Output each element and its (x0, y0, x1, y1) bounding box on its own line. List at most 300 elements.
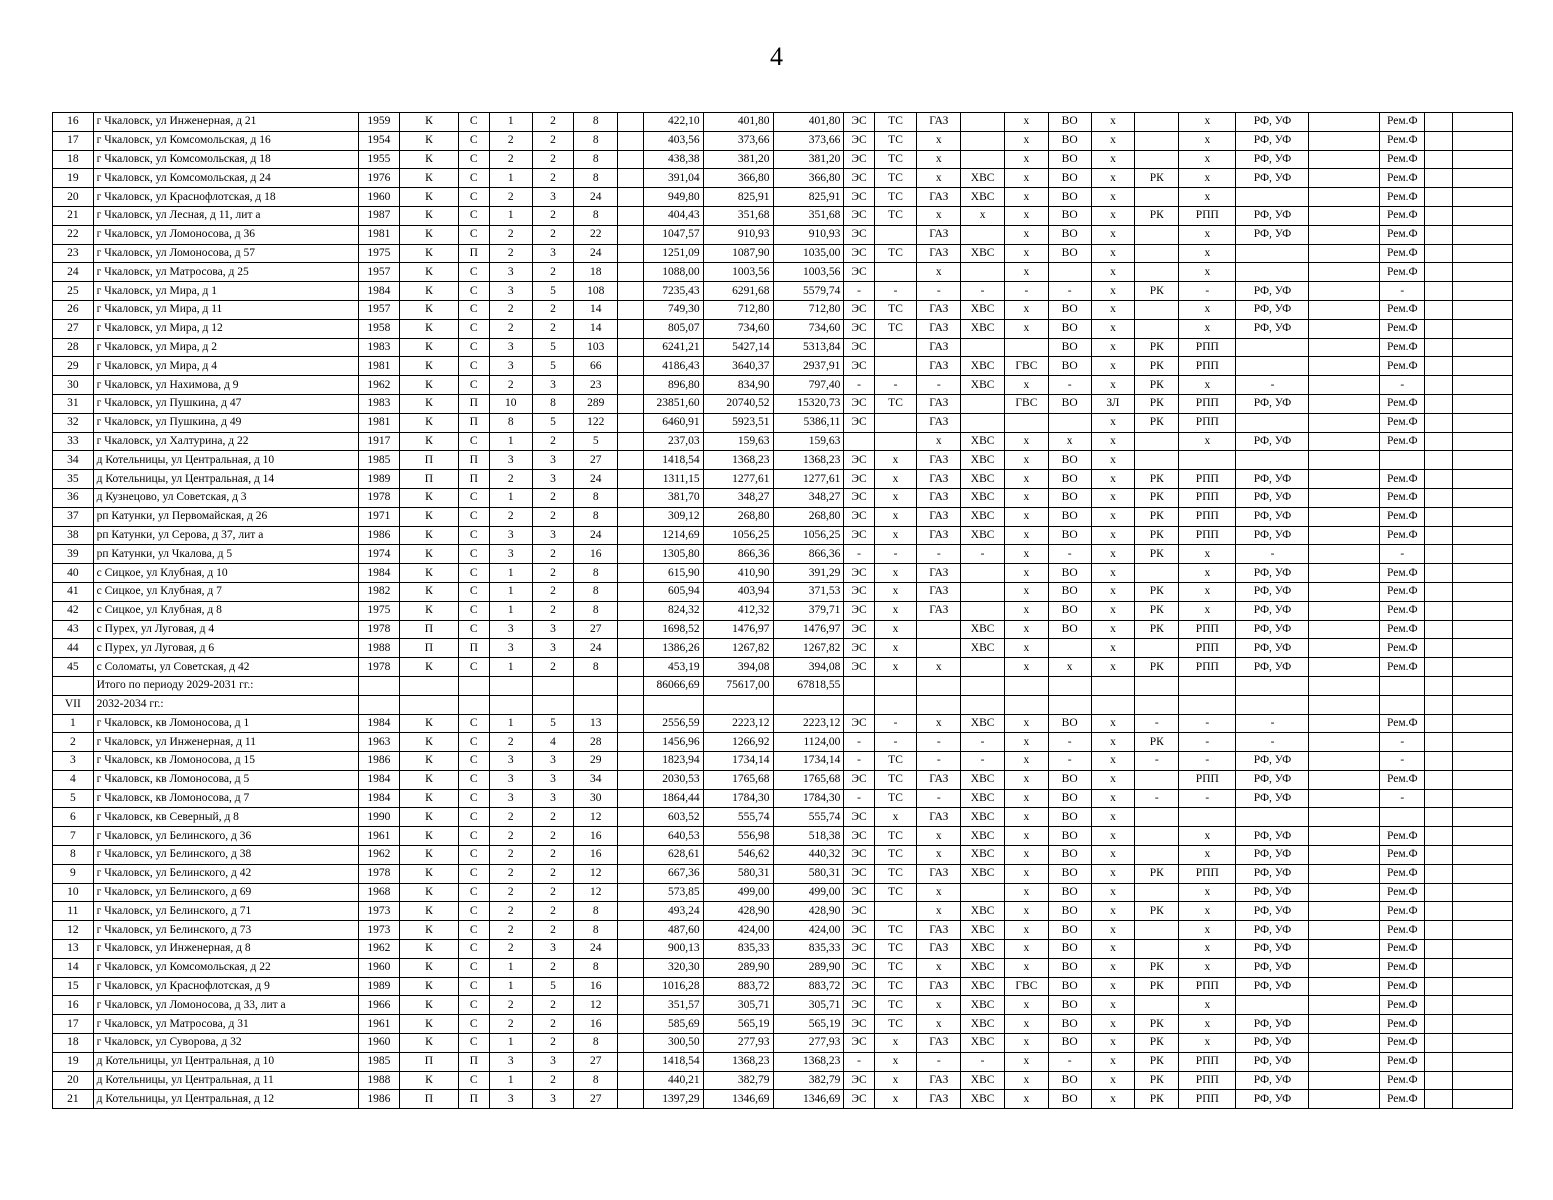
service-cell (1425, 300, 1453, 319)
service-cell: ГАЗ (917, 244, 961, 263)
apts-cell: 12 (574, 883, 618, 902)
service-cell: РФ, УФ (1236, 1034, 1309, 1053)
service-cell (1380, 451, 1425, 470)
service-cell: РФ, УФ (1236, 225, 1309, 244)
service-cell: РФ, УФ (1236, 432, 1309, 451)
floors-cell: 2 (489, 150, 532, 169)
area-cell: 373,66 (703, 131, 773, 150)
area-cell: 268,80 (703, 507, 773, 526)
area-cell: 1368,23 (703, 1052, 773, 1071)
empty-cell (961, 676, 1005, 695)
empty-cell (618, 864, 644, 883)
service-cell: х (1091, 169, 1135, 188)
service-cell: х (874, 1090, 917, 1109)
service-cell (917, 620, 961, 639)
service-cell (961, 131, 1005, 150)
service-cell (1309, 470, 1380, 489)
c1-cell: К (400, 338, 458, 357)
area-cell: 1003,56 (773, 263, 844, 282)
c2-cell: С (458, 206, 489, 225)
entr-cell: 5 (532, 282, 574, 301)
service-cell: ВО (1048, 206, 1091, 225)
address-cell: д Котельницы, ул Центральная, д 12 (93, 1090, 358, 1109)
service-cell: х (874, 582, 917, 601)
service-cell: РФ, УФ (1236, 394, 1309, 413)
service-cell: ВО (1048, 338, 1091, 357)
empty-cell (458, 676, 489, 695)
service-cell (1309, 507, 1380, 526)
address-cell: д Котельницы, ул Центральная, д 14 (93, 470, 358, 489)
service-cell (1135, 921, 1179, 940)
service-cell (1425, 789, 1453, 808)
row-number: 33 (53, 432, 94, 451)
area-cell: 394,08 (703, 658, 773, 677)
service-cell: х (1179, 940, 1236, 959)
service-cell: РК (1135, 376, 1179, 395)
service-cell: х (1091, 413, 1135, 432)
service-cell: ЭС (844, 394, 874, 413)
service-cell: х (1005, 131, 1049, 150)
area-cell: 573,85 (644, 883, 703, 902)
area-cell: 825,91 (773, 188, 844, 207)
service-cell (1135, 263, 1179, 282)
entr-cell: 2 (532, 206, 574, 225)
c2-cell: П (458, 451, 489, 470)
area-cell: 712,80 (703, 300, 773, 319)
service-cell (1453, 432, 1513, 451)
service-cell: ГАЗ (917, 451, 961, 470)
service-cell (1135, 131, 1179, 150)
apts-cell: 16 (574, 827, 618, 846)
area-cell: 440,21 (644, 1071, 703, 1090)
address-cell: г Чкаловск, ул Инженерная, д 21 (93, 113, 358, 132)
service-cell: х (1091, 921, 1135, 940)
service-cell: РФ, УФ (1236, 470, 1309, 489)
year-cell: 1958 (358, 319, 400, 338)
c2-cell: С (458, 714, 489, 733)
service-cell (1309, 770, 1380, 789)
address-cell: г Чкаловск, ул Ломоносова, д 57 (93, 244, 358, 263)
service-cell (1453, 300, 1513, 319)
service-cell: Рем.Ф (1380, 150, 1425, 169)
service-cell: - (917, 733, 961, 752)
service-cell (1425, 225, 1453, 244)
service-cell: ХВС (961, 526, 1005, 545)
apts-cell: 27 (574, 620, 618, 639)
c1-cell: К (400, 770, 458, 789)
year-cell: 1984 (358, 714, 400, 733)
address-cell: д Котельницы, ул Центральная, д 10 (93, 451, 358, 470)
service-cell (1309, 169, 1380, 188)
service-cell: РФ, УФ (1236, 488, 1309, 507)
service-cell (1453, 639, 1513, 658)
service-cell (1425, 940, 1453, 959)
service-cell (1309, 357, 1380, 376)
address-cell: г Чкаловск, ул Комсомольская, д 18 (93, 150, 358, 169)
service-cell: РФ, УФ (1236, 846, 1309, 865)
apts-cell: 27 (574, 1090, 618, 1109)
service-cell: х (1179, 1015, 1236, 1034)
service-cell (1309, 113, 1380, 132)
entr-cell: 3 (532, 1090, 574, 1109)
empty-cell (618, 225, 644, 244)
area-cell: 499,00 (703, 883, 773, 902)
service-cell: х (1091, 958, 1135, 977)
empty-cell (917, 676, 961, 695)
area-cell: 5579,74 (773, 282, 844, 301)
service-cell: РФ, УФ (1236, 1052, 1309, 1071)
service-cell: ЭС (844, 940, 874, 959)
service-cell (1425, 1034, 1453, 1053)
service-cell: х (1179, 902, 1236, 921)
c2-cell: С (458, 507, 489, 526)
year-cell: 1986 (358, 1090, 400, 1109)
area-cell: 424,00 (773, 921, 844, 940)
apts-cell: 8 (574, 488, 618, 507)
service-cell: ГАЗ (917, 1090, 961, 1109)
service-cell: Рем.Ф (1380, 244, 1425, 263)
address-cell: г Чкаловск, кв Ломоносова, д 7 (93, 789, 358, 808)
total-area-cell: 86066,69 (644, 676, 703, 695)
c1-cell: К (400, 206, 458, 225)
service-cell: х (917, 263, 961, 282)
floors-cell: 2 (489, 188, 532, 207)
apts-cell: 24 (574, 940, 618, 959)
address-cell: с Сицкое, ул Клубная, д 8 (93, 601, 358, 620)
c1-cell: П (400, 1090, 458, 1109)
service-cell (1425, 601, 1453, 620)
service-cell: х (874, 507, 917, 526)
floors-cell: 1 (489, 977, 532, 996)
service-cell: ВО (1048, 244, 1091, 263)
empty-cell (1309, 676, 1380, 695)
service-cell (874, 263, 917, 282)
entr-cell: 2 (532, 864, 574, 883)
entr-cell: 2 (532, 545, 574, 564)
row-number: 13 (53, 940, 94, 959)
c1-cell: К (400, 150, 458, 169)
area-cell: 422,10 (644, 113, 703, 132)
empty-cell (618, 958, 644, 977)
area-cell: 381,20 (703, 150, 773, 169)
service-cell: - (1135, 714, 1179, 733)
table-row (53, 977, 1513, 996)
address-cell: г Чкаловск, ул Белинского, д 42 (93, 864, 358, 883)
table-row (53, 376, 1513, 395)
service-cell (1048, 263, 1091, 282)
service-cell: х (1005, 432, 1049, 451)
service-cell (1425, 319, 1453, 338)
service-cell: ХВС (961, 864, 1005, 883)
service-cell: РФ, УФ (1236, 958, 1309, 977)
empty-cell (961, 695, 1005, 714)
service-cell (1425, 488, 1453, 507)
c1-cell: К (400, 846, 458, 865)
service-cell (961, 338, 1005, 357)
area-cell: 580,31 (773, 864, 844, 883)
service-cell (961, 582, 1005, 601)
service-cell (1425, 113, 1453, 132)
area-cell: 1734,14 (773, 752, 844, 771)
c2-cell: С (458, 357, 489, 376)
empty-cell (618, 526, 644, 545)
address-cell: г Чкаловск, ул Белинского, д 69 (93, 883, 358, 902)
address-cell: г Чкаловск, ул Белинского, д 73 (93, 921, 358, 940)
service-cell: РПП (1179, 357, 1236, 376)
c1-cell: К (400, 864, 458, 883)
floors-cell: 3 (489, 338, 532, 357)
service-cell (1453, 413, 1513, 432)
empty-cell (618, 695, 644, 714)
entr-cell: 2 (532, 300, 574, 319)
service-cell: ТС (874, 300, 917, 319)
year-cell: 1984 (358, 282, 400, 301)
service-cell: х (1005, 206, 1049, 225)
service-cell: х (1005, 808, 1049, 827)
service-cell: ХВС (961, 977, 1005, 996)
apts-cell: 8 (574, 1034, 618, 1053)
address-cell: г Чкаловск, кв Ломоносова, д 5 (93, 770, 358, 789)
floors-cell: 2 (489, 940, 532, 959)
service-cell: РК (1135, 526, 1179, 545)
service-cell: х (1091, 131, 1135, 150)
service-cell (874, 225, 917, 244)
service-cell: - (1048, 1052, 1091, 1071)
row-number: 25 (53, 282, 94, 301)
service-cell: х (1091, 564, 1135, 583)
apts-cell: 8 (574, 921, 618, 940)
apts-cell: 24 (574, 188, 618, 207)
service-cell (917, 639, 961, 658)
c2-cell: С (458, 131, 489, 150)
table-row (53, 714, 1513, 733)
empty-cell (1048, 695, 1091, 714)
empty-cell (1425, 695, 1453, 714)
period-total-label: Итого по периоду 2029-2031 гг.: (93, 676, 358, 695)
c2-cell: С (458, 864, 489, 883)
entr-cell: 3 (532, 451, 574, 470)
c2-cell: П (458, 639, 489, 658)
empty-cell (618, 357, 644, 376)
service-cell: х (1091, 601, 1135, 620)
service-cell: х (1091, 1071, 1135, 1090)
service-cell: х (1179, 921, 1236, 940)
c1-cell: К (400, 244, 458, 263)
service-cell: - (1179, 789, 1236, 808)
service-cell (1425, 263, 1453, 282)
address-cell: рп Катунки, ул Первомайская, д 26 (93, 507, 358, 526)
service-cell (1425, 526, 1453, 545)
table-row (53, 639, 1513, 658)
service-cell: ВО (1048, 827, 1091, 846)
service-cell: ВО (1048, 921, 1091, 940)
table-row (53, 545, 1513, 564)
service-cell: х (1091, 733, 1135, 752)
area-cell: 277,93 (703, 1034, 773, 1053)
apts-cell: 27 (574, 1052, 618, 1071)
service-cell: - (1236, 545, 1309, 564)
service-cell (1453, 846, 1513, 865)
service-cell: РК (1135, 733, 1179, 752)
address-cell: г Чкаловск, ул Инженерная, д 11 (93, 733, 358, 752)
service-cell: х (1005, 188, 1049, 207)
address-cell: г Чкаловск, ул Лесная, д 11, лит а (93, 206, 358, 225)
service-cell: ВО (1048, 131, 1091, 150)
entr-cell: 2 (532, 921, 574, 940)
service-cell: х (1179, 225, 1236, 244)
service-cell: х (1091, 1015, 1135, 1034)
apts-cell: 34 (574, 770, 618, 789)
service-cell: ХВС (961, 432, 1005, 451)
service-cell: ГАЗ (917, 1034, 961, 1053)
table-row (53, 808, 1513, 827)
empty-cell (1135, 676, 1179, 695)
service-cell (1425, 432, 1453, 451)
service-cell: х (874, 564, 917, 583)
address-cell: г Чкаловск, ул Нахимова, д 9 (93, 376, 358, 395)
entr-cell: 2 (532, 996, 574, 1015)
address-cell: г Чкаловск, ул Белинского, д 36 (93, 827, 358, 846)
table-row (53, 601, 1513, 620)
service-cell: ХВС (961, 507, 1005, 526)
row-number: 18 (53, 1034, 94, 1053)
service-cell: х (1091, 263, 1135, 282)
service-cell (1425, 507, 1453, 526)
empty-cell (618, 188, 644, 207)
table-row (53, 413, 1513, 432)
apts-cell: 8 (574, 902, 618, 921)
service-cell: РФ, УФ (1236, 150, 1309, 169)
table-row (53, 206, 1513, 225)
service-cell (1453, 808, 1513, 827)
service-cell (1425, 470, 1453, 489)
c2-cell: С (458, 996, 489, 1015)
service-cell: РК (1135, 601, 1179, 620)
c1-cell: К (400, 413, 458, 432)
floors-cell: 3 (489, 526, 532, 545)
area-cell: 424,00 (703, 921, 773, 940)
service-cell (1425, 864, 1453, 883)
empty-cell (1309, 695, 1380, 714)
service-cell: РК (1135, 902, 1179, 921)
empty-cell (1236, 676, 1309, 695)
service-cell: - (844, 545, 874, 564)
address-cell: рп Катунки, ул Серова, д 37, лит а (93, 526, 358, 545)
entr-cell: 2 (532, 827, 574, 846)
service-cell: х (1091, 300, 1135, 319)
service-cell: - (1048, 545, 1091, 564)
floors-cell: 2 (489, 1015, 532, 1034)
c1-cell: К (400, 225, 458, 244)
service-cell: РК (1135, 488, 1179, 507)
service-cell: ГАЗ (917, 564, 961, 583)
service-cell (1309, 1090, 1380, 1109)
empty-cell (574, 695, 618, 714)
service-cell (1309, 714, 1380, 733)
service-cell (1309, 1034, 1380, 1053)
service-cell: РК (1135, 958, 1179, 977)
c1-cell: К (400, 394, 458, 413)
row-number: 28 (53, 338, 94, 357)
c1-cell: П (400, 1052, 458, 1071)
empty-cell (618, 413, 644, 432)
row-number: 21 (53, 206, 94, 225)
apts-cell: 24 (574, 244, 618, 263)
service-cell: РФ, УФ (1236, 639, 1309, 658)
service-cell (1135, 639, 1179, 658)
area-cell: 382,79 (773, 1071, 844, 1090)
row-number: 30 (53, 376, 94, 395)
service-cell: ЭС (844, 808, 874, 827)
area-cell: 1277,61 (773, 470, 844, 489)
service-cell: х (1091, 113, 1135, 132)
service-cell (1135, 827, 1179, 846)
service-cell (1425, 846, 1453, 865)
service-cell: х (874, 1034, 917, 1053)
entr-cell: 2 (532, 846, 574, 865)
service-cell: х (1179, 958, 1236, 977)
service-cell (1453, 357, 1513, 376)
service-cell: ХВС (961, 1034, 1005, 1053)
service-cell: х (1005, 244, 1049, 263)
row-number: 17 (53, 131, 94, 150)
service-cell: ЭС (844, 300, 874, 319)
row-number: 22 (53, 225, 94, 244)
service-cell: Рем.Ф (1380, 357, 1425, 376)
c1-cell: К (400, 131, 458, 150)
service-cell: - (961, 1052, 1005, 1071)
address-cell: г Чкаловск, ул Краснофлотская, д 18 (93, 188, 358, 207)
service-cell: х (874, 658, 917, 677)
service-cell: х (1179, 846, 1236, 865)
service-cell: ЭС (844, 357, 874, 376)
service-cell (1425, 714, 1453, 733)
c1-cell: К (400, 282, 458, 301)
entr-cell: 2 (532, 902, 574, 921)
service-cell: РПП (1179, 413, 1236, 432)
service-cell: ВО (1048, 188, 1091, 207)
area-cell: 401,80 (773, 113, 844, 132)
service-cell: х (1179, 1034, 1236, 1053)
service-cell: ВО (1048, 150, 1091, 169)
empty-cell (618, 996, 644, 1015)
service-cell (1425, 827, 1453, 846)
floors-cell: 2 (489, 300, 532, 319)
empty-cell (618, 206, 644, 225)
service-cell: Рем.Ф (1380, 488, 1425, 507)
entr-cell: 2 (532, 263, 574, 282)
area-cell: 555,74 (773, 808, 844, 827)
c2-cell: П (458, 413, 489, 432)
area-cell: 866,36 (773, 545, 844, 564)
c2-cell: С (458, 1071, 489, 1090)
service-cell: х (1179, 996, 1236, 1015)
service-cell: ХВС (961, 714, 1005, 733)
service-cell (1005, 413, 1049, 432)
service-cell (1309, 864, 1380, 883)
service-cell: х (874, 1052, 917, 1071)
service-cell (1453, 902, 1513, 921)
service-cell (1135, 451, 1179, 470)
apts-cell: 8 (574, 206, 618, 225)
service-cell: ВО (1048, 846, 1091, 865)
service-cell (1135, 225, 1179, 244)
service-cell: х (1005, 564, 1049, 583)
service-cell: ВО (1048, 601, 1091, 620)
service-cell: х (1005, 620, 1049, 639)
area-cell: 403,94 (703, 582, 773, 601)
service-cell: Рем.Ф (1380, 940, 1425, 959)
